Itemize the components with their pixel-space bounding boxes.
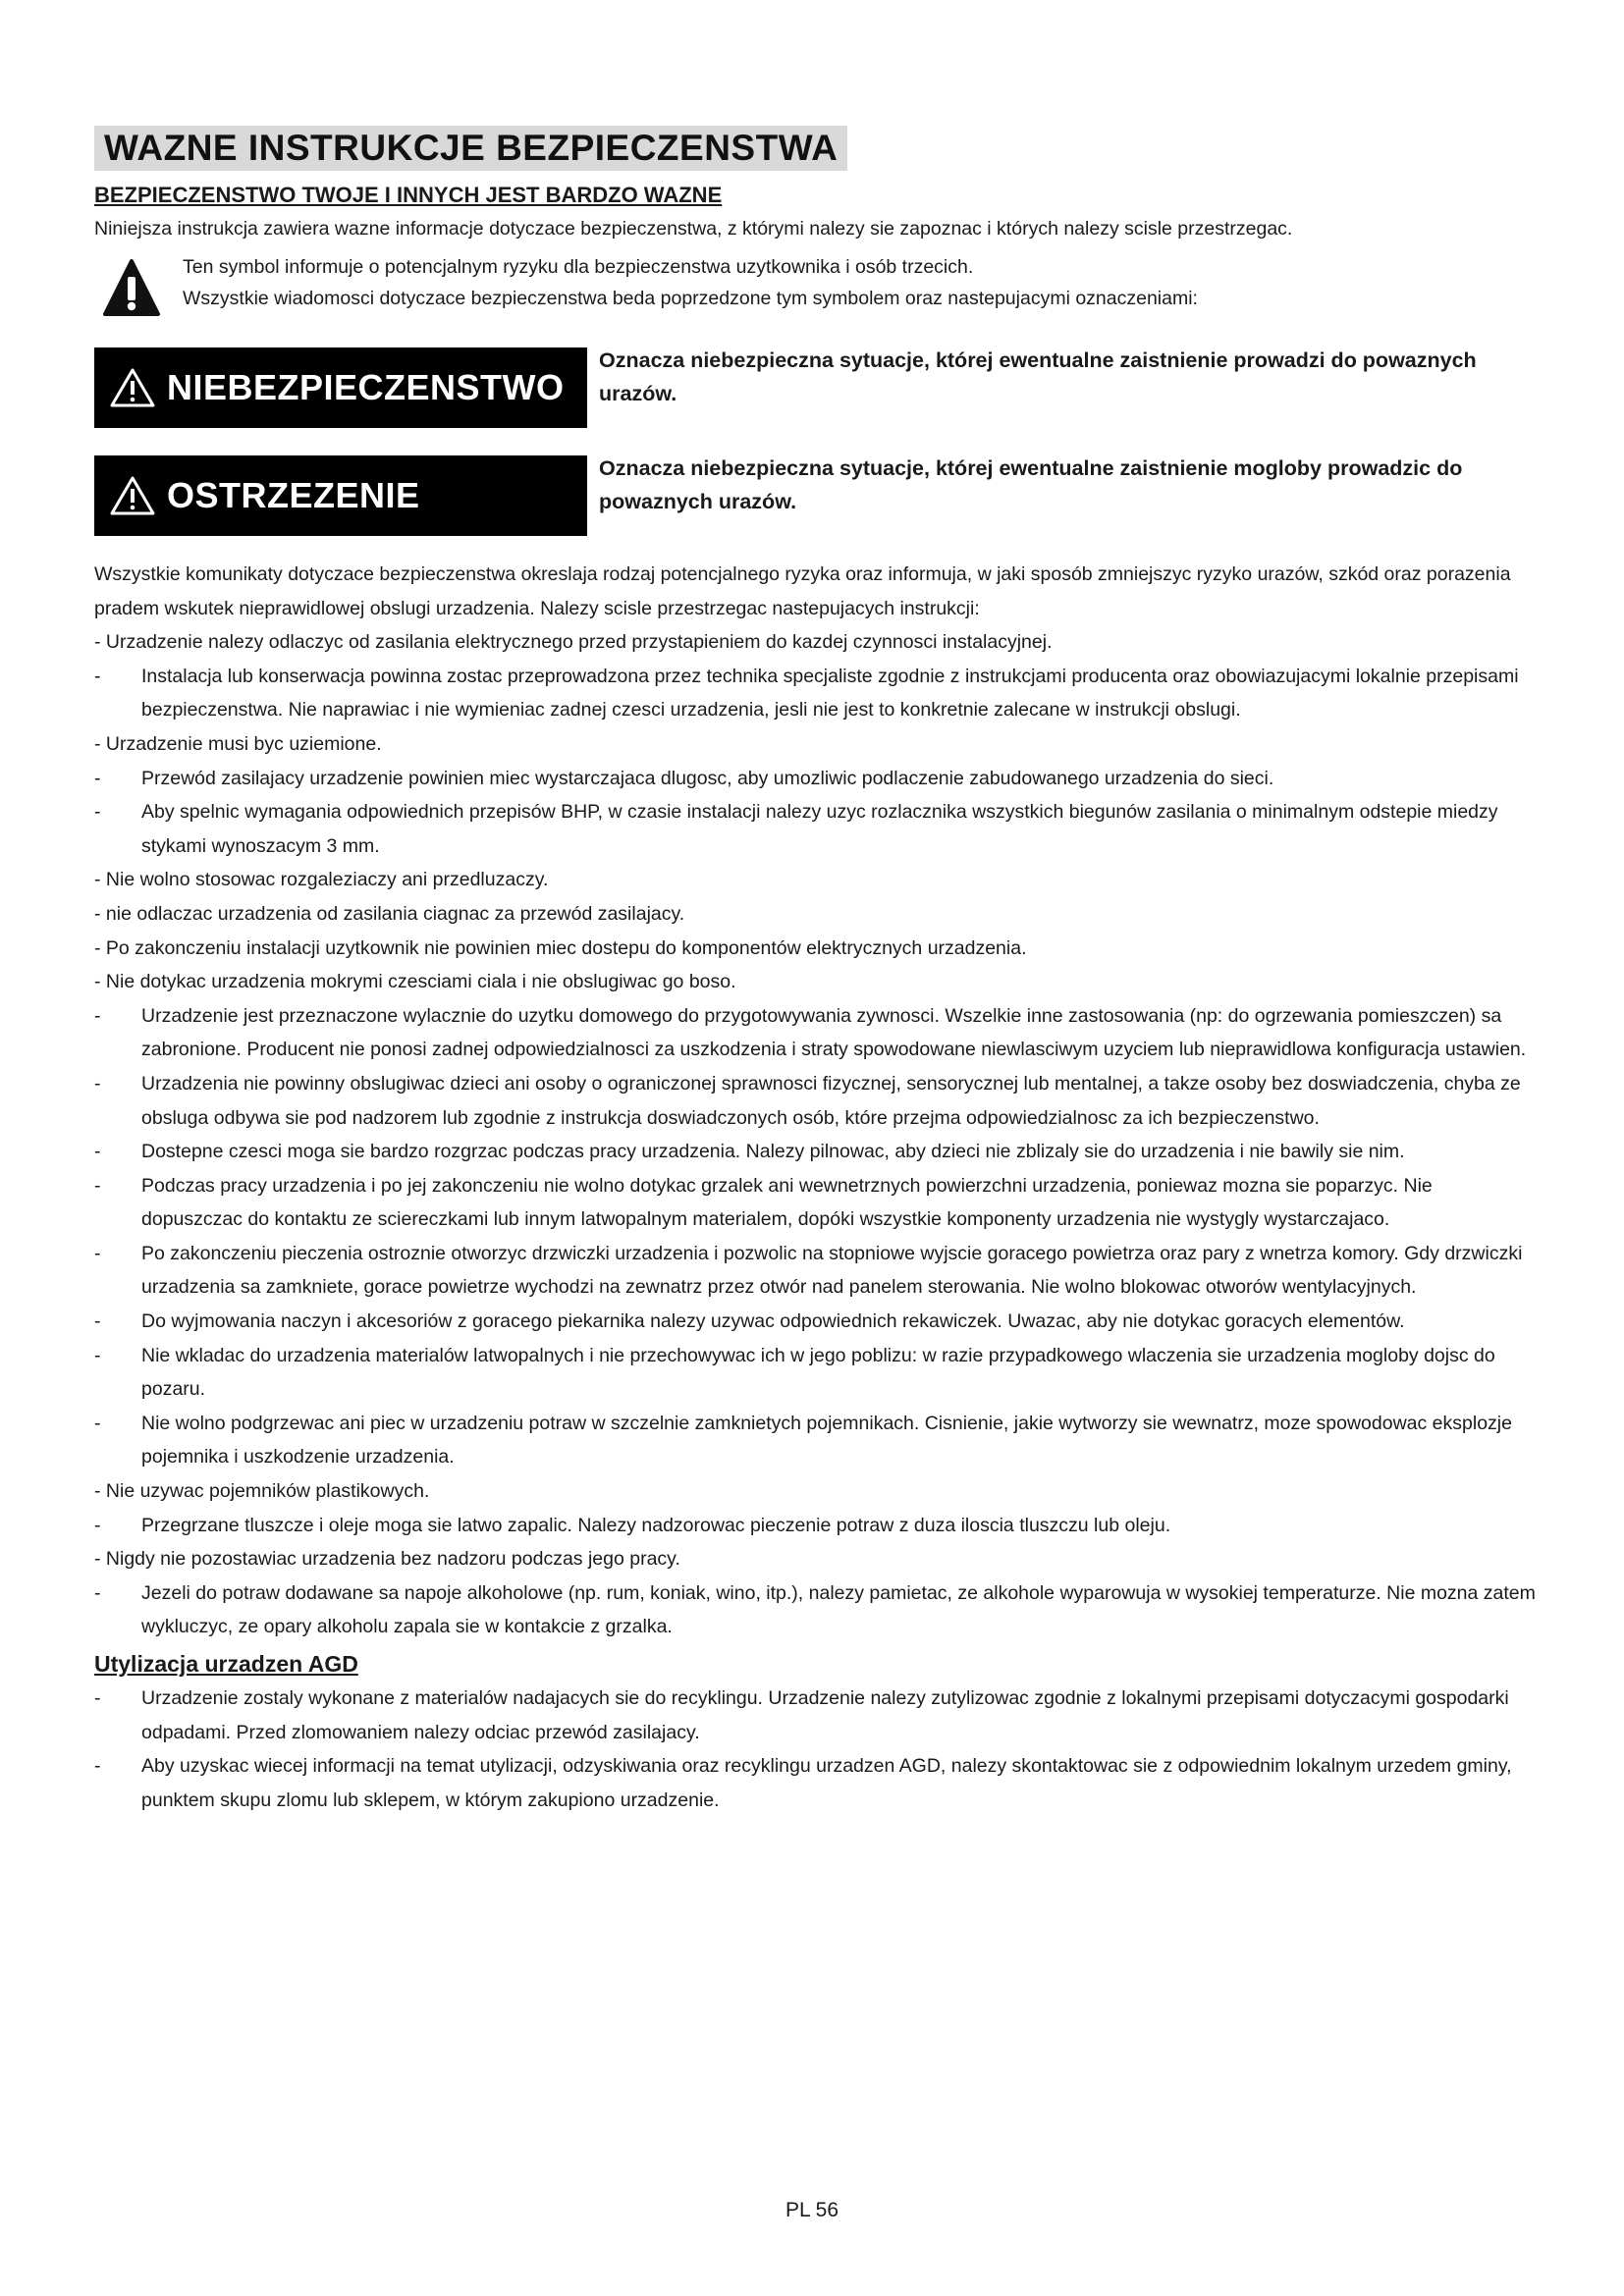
instruction-item: - Po zakonczeniu instalacji uzytkownik nie powinien miec dostepu do komponentów elektrycznych urzadzenia. — [94, 936, 1027, 959]
instruction-item: - Do wyjmowania naczyn i akcesoriów z goracego piekarnika nalezy uzywac odpowiednich rekawiczek. Uwazac, aby nie dotykac goracych elementów. — [94, 1310, 1405, 1333]
warning-symbol-row — [94, 251, 1538, 320]
instruction-item: - Nie wolno stosowac rozgaleziaczy ani przedluzaczy. — [94, 869, 549, 891]
page-title: WAZNE INSTRUKCJE BEZPIECZENSTWA — [94, 126, 847, 171]
section-subtitle: BEZPIECZENSTWO TWOJE I INNYCH JEST BARDZO WAZNE — [94, 183, 723, 207]
instruction-item: - Nie dotykac urzadzenia mokrymi czesciami ciala i nie obslugiwac go boso. — [94, 971, 736, 993]
warning-signal-row — [94, 455, 1538, 536]
body-intro: Wszystkie komunikaty dotyczace bezpieczenstwa okreslaja rodzaj potencjalnego ryzyka oraz informuja, w jaki sposób zmniejszyc ryzyko urazów, szkód oraz porazenia pradem wskutek nieprawidlowej obslugi urzadzenia. Nalezy scisle przestrzegac nastepujacych instrukcji: — [94, 563, 1511, 619]
instruction-item: - Nie uzywac pojemników plastikowych. — [94, 1480, 430, 1503]
instruction-item: - Urzadzenie jest przeznaczone wylacznie do uzytku domowego do przygotowywania zywnosci. Wszelkie inne zastosowania (np: do ogrzewania pomieszczen) sa zabronione. Producent nie ponosi zadnej odpowiedzialnosci za uszkodzenia i straty spowodowane niewlasciwym uzyciem lub nieprawidlowa konfiguracja ustawien. — [94, 1004, 1527, 1061]
warning-outline-icon — [110, 475, 155, 516]
instruction-item: - Nie wkladac do urzadzenia materialów latwopalnych i nie przechowywac ich w jego poblizu: w razie przypadkowego wlaczenia sie urzadzenia mogloby dojsc do pozaru. — [94, 1344, 1495, 1401]
disposal-item: - Urzadzenie zostaly wykonane z materialów nadajacych sie do recyklingu. Urzadzenie nalezy zutylizowac zgodnie z lokalnymi przepisami dotyczacymi gospodarki odpadami. Przed zlomowaniem nalezy odciac przewód zasilajacy. — [94, 1687, 1509, 1743]
warning-label: OSTRZEZENIE — [167, 475, 420, 515]
instructions-body — [94, 558, 1538, 1817]
danger-description: Oznacza niebezpieczna sytuacje, której ewentualne zaistnienie prowadzi do powaznych urazów. — [599, 348, 1477, 405]
danger-label-box — [94, 347, 587, 428]
page-number: PL 56 — [785, 2199, 839, 2221]
instruction-item: - Podczas pracy urzadzenia i po jej zakonczeniu nie wolno dotykac grzalek ani wewnetrznych powierzchni urzadzenia, poniewaz mozna sie poparzyc. Nie dopuszczac do kontaktu ze sciereczkami lub innym latwopalnym materialem, dopóki wszystkie komponenty urzadzenia nie wystygly wystarczajaco. — [94, 1174, 1433, 1231]
warning-description: Oznacza niebezpieczna sytuacje, której ewentualne zaistnienie mogloby prowadzic do powaznych urazów. — [599, 456, 1463, 513]
instruction-item: - Urzadzenie nalezy odlaczyc od zasilania elektrycznego przed przystapieniem do kazdej czynnosci instalacyjnej. — [94, 631, 1053, 654]
instruction-item: - Jezeli do potraw dodawane sa napoje alkoholowe (np. rum, koniak, wino, itp.), nalezy pamietac, ze alkohole wyparowuja w wysokiej temperaturze. Nie mozna zatem wykluczyc, ze opary alkoholu zapala sie w kontakcie z grzalka. — [94, 1581, 1536, 1638]
danger-signal-row — [94, 347, 1538, 428]
danger-label: NIEBEZPIECZENSTWO — [167, 367, 565, 407]
instruction-item: - Nie wolno podgrzewac ani piec w urzadzeniu potraw w szczelnie zamknietych pojemnikach. Cisnienie, jakie wytworzy sie wewnatrz, moze spowodowac eksplozje pojemnika i uszkodzenie urzadzenia. — [94, 1412, 1512, 1468]
symbol-line: Wszystkie wiadomosci dotyczace bezpieczenstwa beda poprzedzone tym symbolem oraz nastepujacymi oznaczeniami: — [183, 288, 1198, 309]
intro-text: Niniejsza instrukcja zawiera wazne informacje dotyczace bezpieczenstwa, z którymi nalezy sie zapoznac i których nalezy scisle przestrzegac. — [94, 218, 1293, 240]
warning-triangle-icon — [102, 257, 161, 320]
manual-page — [94, 126, 1538, 1817]
instruction-item: - Po zakonczeniu pieczenia ostroznie otworzyc drzwiczki urzadzenia i pozwolic na stopniowe wyjscie goracego powietrza oraz pary z wnetrza komory. Gdy drzwiczki urzadzenia sa zamkniete, gorace powietrze wychodzi na zewnatrz przez otwór nad panelem sterowania. Nie wolno blokowac otworów wentylacyjnych. — [94, 1242, 1523, 1299]
instruction-item: - Urzadzenia nie powinny obslugiwac dzieci ani osoby o ograniczonej sprawnosci fizycznej, sensorycznej lub mentalnej, a takze osoby bez doswiadczenia, chyba ze obsluga odbywa sie pod nadzorem lub zgodnie z instrukcja doswiadczonych osób, które przejma odpowiedzialnosc za ich bezpieczenstwo. — [94, 1072, 1521, 1129]
instruction-item: - Przewód zasilajacy urzadzenie powinien miec wystarczajaca dlugosc, aby umozliwic podlaczenie zabudowanego urzadzenia do sieci. — [94, 767, 1274, 789]
instruction-item: - Dostepne czesci moga sie bardzo rozgrzac podczas pracy urzadzenia. Nalezy pilnowac, aby dzieci nie zblizaly sie do urzadzenia i nie bawily sie nim. — [94, 1141, 1405, 1163]
instruction-item: - Instalacja lub konserwacja powinna zostac przeprowadzona przez technika specjaliste zgodnie z instrukcjami producenta oraz obowiazujacymi lokalnie przepisami bezpieczenstwa. Nie naprawiac i nie wymieniac zadnej czesci urzadzenia, jesli nie jest to konkretnie zalecane w instrukcji obslugi. — [94, 665, 1519, 721]
disposal-heading: Utylizacja urzadzen AGD — [94, 1651, 358, 1677]
instruction-item: - Przegrzane tluszcze i oleje moga sie latwo zapalic. Nalezy nadzorowac pieczenie potraw z duza iloscia tluszczu lub oleju. — [94, 1514, 1171, 1536]
instruction-item: - Urzadzenie musi byc uziemione. — [94, 732, 382, 755]
warning-outline-icon — [110, 367, 155, 408]
warning-label-box — [94, 455, 587, 536]
symbol-line: Ten symbol informuje o potencjalnym ryzyku dla bezpieczenstwa uzytkownika i osób trzecich. — [183, 256, 974, 278]
disposal-item: - Aby uzyskac wiecej informacji na temat utylizacji, odzyskiwania oraz recyklingu urzadzen AGD, nalezy skontaktowac sie z odpowiednim lokalnym urzedem gminy, punktem skupu zlomu lub sklepem, w którym zakupiono urzadzenie. — [94, 1755, 1512, 1811]
instruction-item: - Nigdy nie pozostawiac urzadzenia bez nadzoru podczas jego pracy. — [94, 1548, 680, 1571]
instruction-item: - nie odlaczac urzadzenia od zasilania ciagnac za przewód zasilajacy. — [94, 902, 685, 925]
instruction-item: - Aby spelnic wymagania odpowiednich przepisów BHP, w czasie instalacji nalezy uzyc rozlacznika wszystkich biegunów zasilania o minimalnym odstepie miedzy stykami wynoszacym 3 mm. — [94, 801, 1498, 857]
